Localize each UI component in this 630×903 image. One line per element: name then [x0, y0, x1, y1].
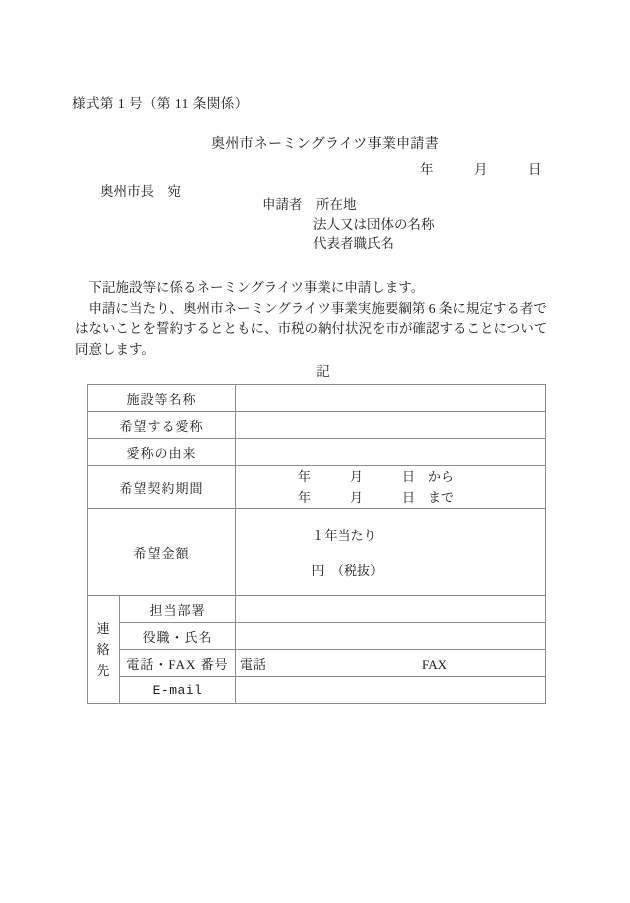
- row-label-desired-nickname: 希望する愛称: [88, 412, 236, 439]
- table-row: [88, 466, 546, 509]
- row-label-title-name: 役職・氏名: [120, 623, 236, 650]
- row-value-desired-nickname[interactable]: [236, 412, 546, 439]
- row-value-desired-amount[interactable]: [236, 509, 546, 596]
- row-value-department[interactable]: [236, 596, 546, 623]
- row-value-facility-name[interactable]: [236, 385, 546, 412]
- applicant-address-label: 申請者 所在地: [262, 197, 357, 212]
- form-number: 様式第 1 号（第 11 条関係）: [72, 96, 249, 111]
- applicant-organization-label: 法人又は団体の名称: [313, 216, 435, 232]
- applicant-representative-label: 代表者職氏名: [313, 236, 394, 251]
- row-label-email: E-mail: [120, 677, 236, 704]
- row-label-department: 担当部署: [120, 596, 236, 623]
- row-label-desired-amount: 希望金額: [88, 509, 236, 596]
- tel-fax-line: 電話 FAX: [240, 656, 448, 672]
- contact-label-char-3: 先: [96, 663, 111, 678]
- date-entry-line: 年 月 日: [420, 162, 542, 177]
- table-row: [88, 509, 546, 596]
- application-table: [87, 384, 546, 704]
- row-value-nickname-origin[interactable]: [236, 439, 546, 466]
- table-row: [88, 385, 546, 412]
- amount-tax-label: 円 （税抜）: [311, 563, 384, 578]
- amount-line: [236, 509, 545, 595]
- row-label-facility-name: 施設等名称: [88, 385, 236, 412]
- table-row: [88, 677, 546, 704]
- table-row: [88, 623, 546, 650]
- table-row: [88, 439, 546, 466]
- page-title: 奥州市ネーミングライツ事業申請書: [210, 137, 440, 152]
- amount-unit-label: １年当たり: [311, 528, 377, 543]
- application-table-wrapper: [87, 384, 545, 704]
- row-label-contract-period: 希望契約期間: [88, 466, 236, 509]
- table-row: [88, 412, 546, 439]
- body-paragraph-2: 申請に当たり、奥州市ネーミングライツ事業実施要綱第 6 条に規定する者ではないことを誓約するとともに、市税の納付状況を市が確認することについて同意します。: [75, 300, 548, 357]
- row-label-tel-fax: 電話・FAX 番号: [120, 650, 236, 677]
- row-value-email[interactable]: [236, 677, 546, 704]
- addressee-line: 奥州市長 宛: [100, 184, 181, 199]
- contract-period-from: 年 月 日 から: [298, 469, 455, 484]
- applicant-block: [262, 195, 435, 254]
- row-value-tel-fax[interactable]: [236, 650, 546, 677]
- row-label-nickname-origin: 愛称の由来: [88, 439, 236, 466]
- contact-group-label: [88, 596, 120, 704]
- contact-label-char-1: 連: [96, 621, 111, 636]
- ki-marker: 記: [316, 364, 330, 379]
- body-paragraph-1: 下記施設等に係るネーミングライツ事業に申請します。: [88, 280, 425, 295]
- table-row: [88, 650, 546, 677]
- row-value-contract-period[interactable]: [236, 466, 546, 509]
- body-text: [75, 278, 555, 360]
- table-row: [88, 596, 546, 623]
- row-value-title-name[interactable]: [236, 623, 546, 650]
- contract-period-to: 年 月 日 まで: [298, 490, 455, 505]
- contact-label-char-2: 絡: [96, 642, 111, 657]
